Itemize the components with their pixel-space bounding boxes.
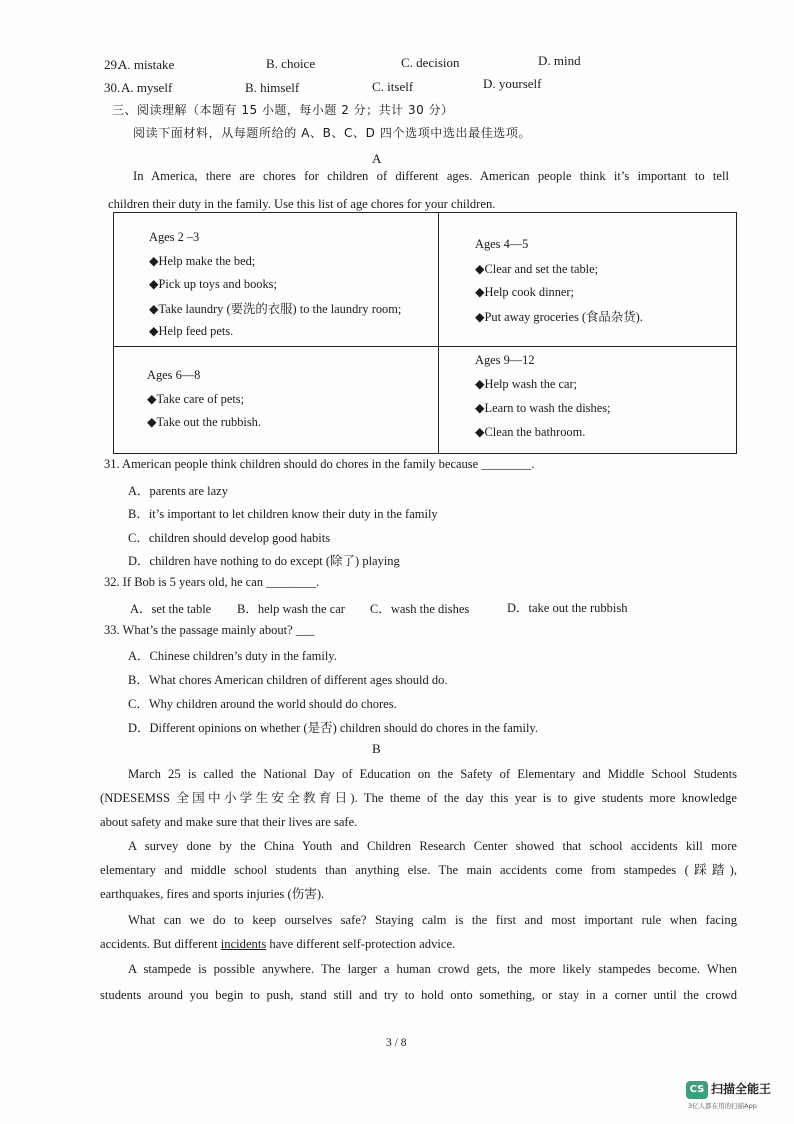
passage-a-label: A (372, 151, 382, 166)
chore-item: ◆Take laundry (要洗的衣服) to the laundry room; (149, 302, 402, 316)
cell-ages-2-3 (114, 213, 439, 347)
q33-option-b: B．What chores American children of different ages should do. (128, 673, 448, 687)
chore-item: ◆Take care of pets; (147, 392, 245, 406)
chore-item: ◆Help cook dinner; (475, 285, 574, 299)
chore-item: ◆Put away groceries (食品杂货). (475, 310, 643, 324)
passage-a-intro-line2: children their duty in the family. Use this list of age chores for your children. (108, 197, 496, 211)
chore-item: ◆Pick up toys and books; (149, 277, 277, 291)
q29-option-d: D. mind (538, 53, 581, 68)
q33-option-a: A．Chinese children’s duty in the family. (128, 649, 337, 663)
watermark-app-name: 扫描全能王 (711, 1082, 772, 1096)
section-instruction: 阅读下面材料，从每题所给的 A、B、C、D 四个选项中选出最佳选项。 (133, 126, 532, 140)
chore-item: ◆Learn to wash the dishes; (475, 401, 611, 415)
chore-item: ◆Help feed pets. (149, 324, 234, 338)
cell-title: Ages 6—8 (147, 368, 201, 382)
passage-a-intro-line1: In America, there are chores for children of different ages. American people think it’s important to tell (133, 169, 729, 183)
q30-option-d: D. yourself (483, 76, 542, 91)
cell-title: Ages 4—5 (475, 237, 529, 251)
q32-option-b: B．help wash the car (237, 602, 345, 616)
passage-b-p2-line3: earthquakes, fires and sports injuries (伤害). (100, 887, 325, 901)
q33-stem: 33. What’s the passage mainly about? ___ (104, 623, 315, 637)
q29-number: 29. (104, 57, 121, 72)
passage-b-label: B (372, 741, 381, 756)
chore-item: ◆Help wash the car; (475, 377, 578, 391)
q32-stem: 32. If Bob is 5 years old, he can ________. (104, 575, 320, 589)
passage-b-p1-line3: about safety and make sure that their lives are safe. (100, 815, 358, 829)
section-heading: 三、阅读理解（本题有 15 小题，每小题 2 分；共计 30 分） (112, 103, 454, 117)
q32-option-d: D．take out the rubbish (507, 601, 628, 615)
q32-option-c: C．wash the dishes (370, 602, 470, 616)
cell-ages-9-12 (439, 347, 737, 454)
cell-ages-6-8 (114, 347, 439, 454)
q31-option-d: D．children have nothing to do except (除了) playing (128, 554, 400, 568)
age-chores-table (113, 212, 737, 454)
q29-option-b: B. choice (266, 56, 316, 71)
chore-item: ◆Help make the bed; (149, 254, 256, 268)
q29-option-c: C. decision (401, 55, 460, 70)
passage-b-p4-line2: students around you begin to push, stand still and try to hold onto something, or stay in a corner until the crowd (100, 988, 737, 1002)
passage-b-p2-line2: elementary and middle school students than anything else. The main accidents come from stampedes (踩踏), (100, 863, 737, 877)
camscanner-logo-icon: CS (686, 1081, 708, 1099)
q31-option-a: A．parents are lazy (128, 484, 228, 498)
chore-item: ◆Take out the rubbish. (147, 415, 261, 429)
q29-option-a: A. mistake (118, 57, 175, 72)
cell-title: Ages 2 –3 (149, 230, 200, 244)
passage-b-p2-line1: A survey done by the China Youth and Children Research Center showed that school accidents kill more (128, 839, 737, 853)
passage-b-p1-line2: (NDESEMSS 全国中小学生安全教育日). The theme of the day this year is to give students more knowledge (100, 791, 737, 805)
q30-number: 30. (104, 80, 121, 95)
q31-option-b: B．it’s important to let children know their duty in the family (128, 507, 438, 521)
page-number: 3 / 8 (386, 1037, 407, 1049)
q31-option-c: C．children should develop good habits (128, 531, 331, 545)
q33-option-c: C．Why children around the world should do chores. (128, 697, 397, 711)
passage-b-p3-line2: accidents. But different incidents have different self-protection advice. (100, 937, 456, 951)
watermark-tagline: 3亿人都在用的扫描App (688, 1102, 757, 1110)
cell-ages-4-5 (439, 213, 737, 347)
passage-b-p1-line1: March 25 is called the National Day of Education on the Safety of Elementary and Middle School Students (128, 767, 737, 781)
chore-item: ◆Clean the bathroom. (475, 425, 586, 439)
q31-stem: 31. American people think children should do chores in the family because ________. (104, 457, 535, 471)
q32-option-a: A．set the table (130, 602, 212, 616)
q30-option-b: B. himself (245, 80, 300, 95)
passage-b-p4-line1: A stampede is possible anywhere. The larger a human crowd gets, the more likely stampedes become. When (128, 962, 737, 976)
q33-option-d: D．Different opinions on whether (是否) children should do chores in the family. (128, 721, 538, 735)
passage-b-p3-line1: What can we do to keep ourselves safe? Staying calm is the first and most important rule when facing (128, 913, 737, 927)
cell-title: Ages 9—12 (475, 353, 535, 367)
underlined-word-incidents: incidents (220, 937, 267, 951)
q30-option-a: A. myself (121, 80, 173, 95)
chore-item: ◆Clear and set the table; (475, 262, 599, 276)
q30-option-c: C. itself (372, 79, 414, 94)
